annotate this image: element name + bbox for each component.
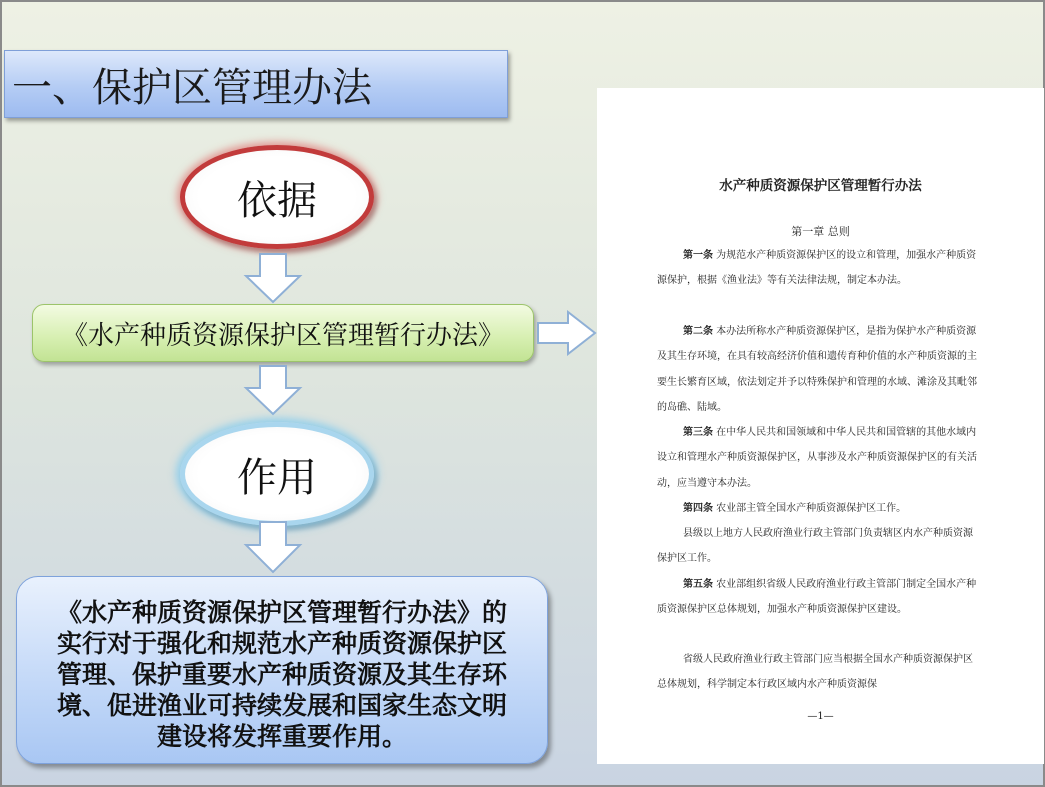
regulation-box xyxy=(32,304,534,362)
article-paragraph: 第四条 农业部主管全国水产种质资源保护区工作。 xyxy=(683,503,907,514)
function-description: 《水产种质资源保护区管理暂行办法》的实行对于强化和规范水产种质资源保护区管理、保护重要水产种质资源及其生存环境、促进渔业可持续发展和国家生态文明建设将发挥重要作用。 xyxy=(56,598,507,751)
page-number: —1— xyxy=(807,711,834,722)
document-page xyxy=(597,88,1044,764)
right-arrow-icon xyxy=(536,310,598,356)
basis-label: 依据 xyxy=(237,177,317,224)
basis-oval xyxy=(180,145,374,249)
function-label: 作用 xyxy=(237,454,317,501)
function-description-box xyxy=(16,576,548,764)
function-oval xyxy=(180,422,374,526)
chapter-heading: 第一章 总则 xyxy=(791,225,850,238)
article-paragraph: 第三条 在中华人民共和国领域和中华人民共和国管辖的其他水域内设立和管理水产种质资源保护区，从事涉及水产种质资源保护区的有关活动，应当遵守本办法。 xyxy=(657,427,977,489)
article-paragraph: 县级以上地方人民政府渔业行政主管部门负责辖区内水产种质资源保护区工作。 xyxy=(657,528,973,565)
down-arrow-icon xyxy=(243,520,303,574)
article-paragraph: 第一条 为规范水产种质资源保护区的设立和管理，加强水产种质资源保护，根据《渔业法》等有关法律法规，制定本办法。 xyxy=(657,250,977,287)
regulation-name: 《水产种质资源保护区管理暂行办法》 xyxy=(61,320,504,351)
slide-title: 一、保护区管理办法 xyxy=(12,65,372,111)
article-paragraph: 省级人民政府渔业行政主管部门应当根据全国水产种质资源保护区总体规划，科学制定本行政区域内水产种质资源保 xyxy=(657,654,973,691)
article-paragraph: 第五条 农业部组织省级人民政府渔业行政主管部门制定全国水产种质资源保护区总体规划，加强水产种质资源保护区建设。 xyxy=(657,579,977,616)
down-arrow-icon xyxy=(243,364,303,416)
down-arrow-icon xyxy=(243,252,303,304)
document-title: 水产种质资源保护区管理暂行办法 xyxy=(719,178,922,194)
article-paragraph: 第二条 本办法所称水产种质资源保护区，是指为保护水产种质资源及其生存环境，在具有较高经济价值和遗传育种价值的水产种质资源的主要生长繁育区域，依法划定并予以特殊保护和管理的水域、滩涂及其毗邻的岛礁、陆域。 xyxy=(657,326,977,413)
